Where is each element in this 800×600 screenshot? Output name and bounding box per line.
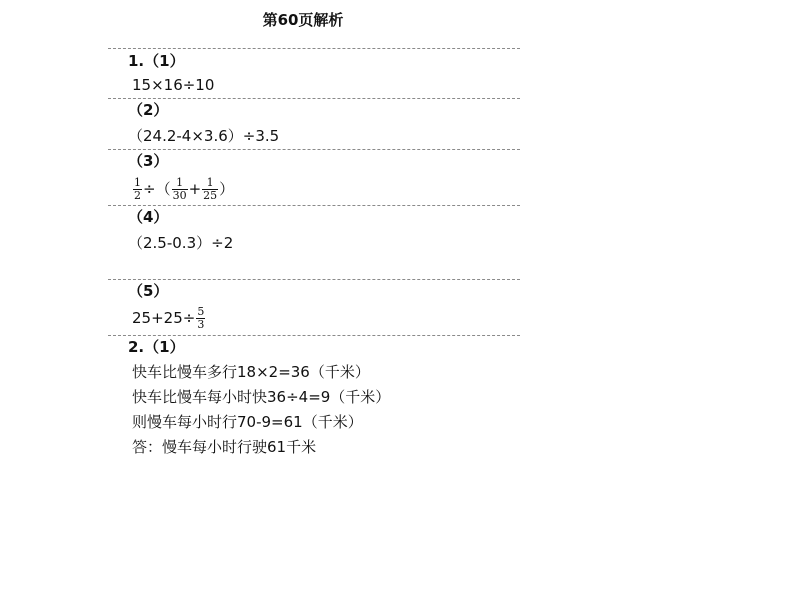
divider [108,335,520,336]
divider [108,205,520,206]
q2-solution-line: 快车比慢车多行18×2=36（千米） [132,363,370,381]
fraction: $\frac{1}{30}$ [172,176,187,202]
q2-answer-line: 答：慢车每小时行驶61千米 [132,438,317,456]
q2-label: 2.（1） [128,338,185,356]
page-title: 第60页解析 [262,11,344,29]
fraction: $\frac{1}{25}$ [203,176,218,202]
fraction: $\frac{5}{3}$ [197,305,205,331]
q1-part3-expression [132,176,234,202]
q1-part2-label: （2） [128,101,169,119]
operator-divide: ÷（ [143,180,171,198]
q1-label: 1.（1） [128,52,185,70]
divider [108,149,520,150]
divider [108,279,520,280]
q1-part4-label: （4） [128,208,169,226]
divider [108,48,520,49]
q1-part2-expression: （24.2-4×3.6）÷3.5 [128,127,280,145]
q1-part1-expression: 15×16÷10 [132,76,215,94]
q2-solution-line: 快车比慢车每小时快36÷4=9（千米） [132,388,391,406]
q1-part4-expression: （2.5-0.3）÷2 [128,234,234,252]
divider [108,98,520,99]
q2-solution-line: 则慢车每小时行70-9=61（千米） [132,413,363,431]
close-paren: ） [219,180,235,198]
q1-part5-label: （5） [128,282,169,300]
expression-prefix: 25+25÷ [132,309,196,327]
fraction: $\frac{1}{2}$ [134,176,141,202]
q1-part5-expression [132,304,206,332]
operator-plus: + [188,180,202,198]
q1-part3-label: （3） [128,152,169,170]
